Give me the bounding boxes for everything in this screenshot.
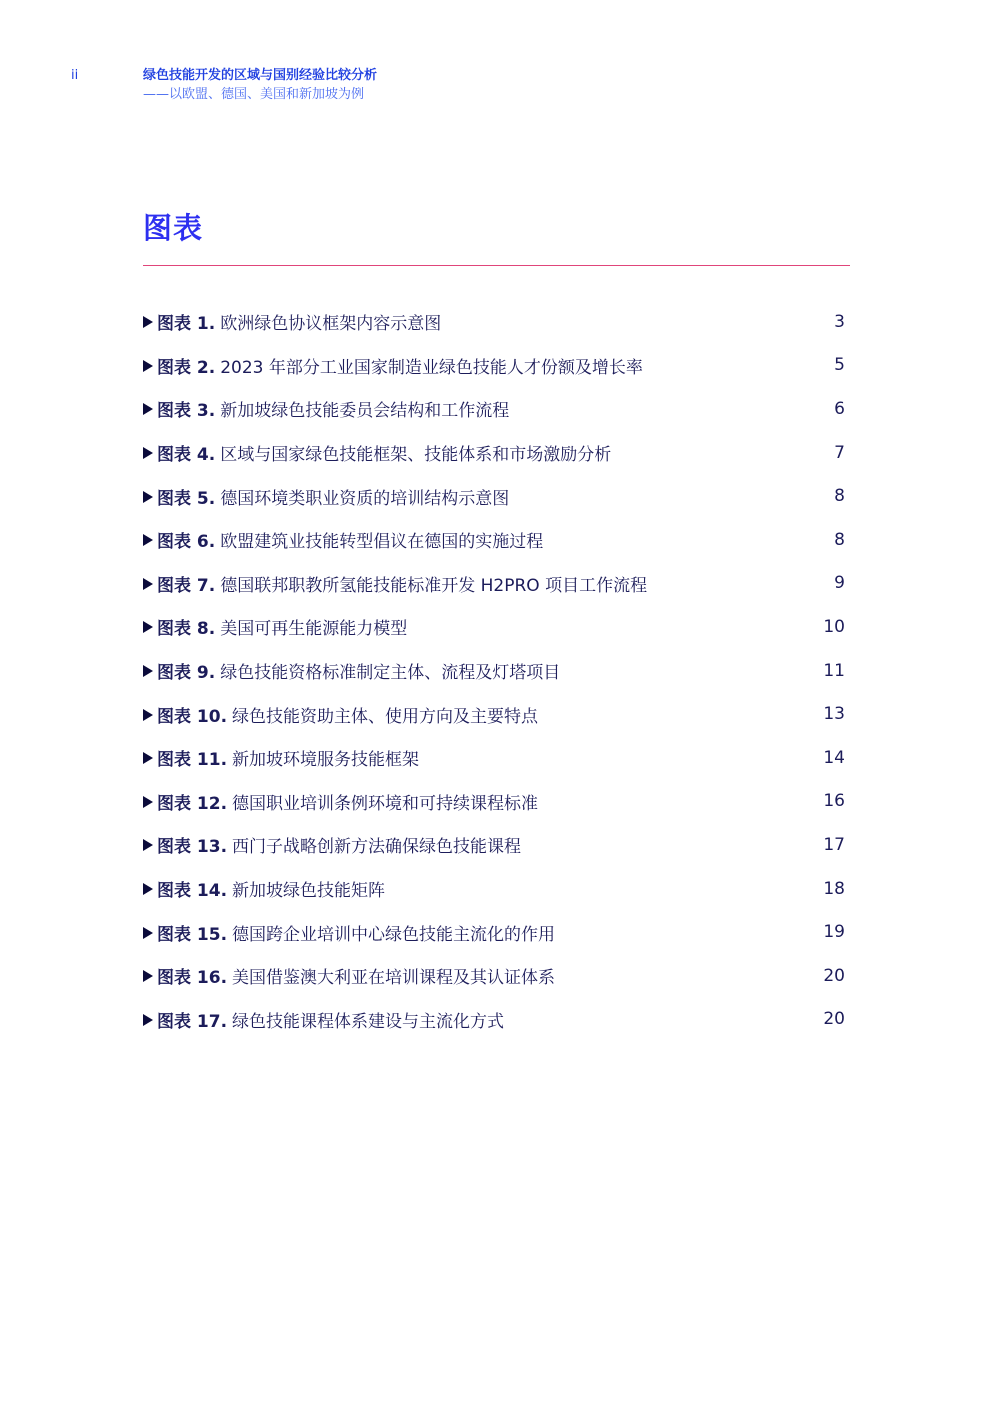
figure-page-number: 19 (823, 922, 845, 943)
figure-label: 图表 3. (157, 401, 216, 422)
figure-entry[interactable] (143, 605, 848, 649)
triangle-right-icon (143, 709, 153, 721)
figure-label: 图表 4. (157, 445, 216, 466)
figure-page-number: 11 (823, 660, 845, 681)
figure-page-number: 9 (834, 573, 845, 594)
figure-list (143, 300, 848, 1041)
figure-entry[interactable] (143, 431, 848, 475)
figure-page-number: 13 (823, 704, 845, 725)
figure-title: 2023 年部分工业国家制造业绿色技能人才份额及增长率 (220, 357, 643, 378)
figure-title: 绿色技能资助主体、使用方向及主要特点 (232, 706, 539, 727)
triangle-right-icon (143, 447, 153, 459)
figure-entry[interactable] (143, 910, 848, 954)
figure-page-number: 14 (823, 747, 845, 768)
figure-label: 图表 7. (157, 575, 216, 596)
figure-title: 德国职业培训条例环境和可持续课程标准 (232, 793, 539, 814)
figure-entry[interactable] (143, 387, 848, 431)
figure-label: 图表 13. (157, 837, 228, 858)
figure-label: 图表 8. (157, 619, 216, 640)
figure-page-number: 7 (834, 442, 845, 463)
figure-page-number: 5 (834, 355, 845, 376)
triangle-right-icon (143, 360, 153, 372)
figure-entry[interactable] (143, 867, 848, 911)
section-divider (143, 265, 850, 266)
triangle-right-icon (143, 970, 153, 982)
figure-label: 图表 1. (157, 314, 216, 335)
figure-label: 图表 10. (157, 706, 228, 727)
triangle-right-icon (143, 578, 153, 590)
figure-title: 德国联邦职教所氢能技能标准开发 H2PRO 项目工作流程 (220, 575, 648, 596)
triangle-right-icon (143, 927, 153, 939)
figure-page-number: 10 (823, 616, 845, 637)
triangle-right-icon (143, 665, 153, 677)
triangle-right-icon (143, 839, 153, 851)
figure-label: 图表 12. (157, 793, 228, 814)
figure-title: 绿色技能资格标准制定主体、流程及灯塔项目 (220, 663, 561, 684)
figure-title: 区域与国家绿色技能框架、技能体系和市场激励分析 (220, 445, 612, 466)
figure-entry[interactable] (143, 692, 848, 736)
figure-page-number: 3 (834, 311, 845, 332)
figure-entry[interactable] (143, 823, 848, 867)
figure-label: 图表 5. (157, 488, 216, 509)
figure-entry[interactable] (143, 954, 848, 998)
triangle-right-icon (143, 491, 153, 503)
running-header-subtitle: ——以欧盟、德国、美国和新加坡为例 (143, 87, 365, 102)
figure-title: 西门子战略创新方法确保绿色技能课程 (232, 837, 522, 858)
figure-label: 图表 11. (157, 750, 228, 771)
figure-label: 图表 16. (157, 968, 228, 989)
figure-entry[interactable] (143, 474, 848, 518)
triangle-right-icon (143, 883, 153, 895)
triangle-right-icon (143, 316, 153, 328)
figure-entry[interactable] (143, 518, 848, 562)
figure-label: 图表 9. (157, 663, 216, 684)
figure-title: 德国环境类职业资质的培训结构示意图 (220, 488, 510, 509)
figure-page-number: 8 (834, 529, 845, 550)
figure-page-number: 20 (823, 965, 845, 986)
figure-title: 新加坡绿色技能矩阵 (232, 881, 386, 902)
figure-entry[interactable] (143, 736, 848, 780)
triangle-right-icon (143, 403, 153, 415)
figure-label: 图表 2. (157, 357, 216, 378)
figure-page-number: 17 (823, 834, 845, 855)
running-header (143, 66, 377, 104)
figure-title: 新加坡绿色技能委员会结构和工作流程 (220, 401, 510, 422)
figure-entry[interactable] (143, 562, 848, 606)
triangle-right-icon (143, 752, 153, 764)
figure-entry[interactable] (143, 780, 848, 824)
figure-label: 图表 6. (157, 532, 216, 553)
figure-page-number: 8 (834, 486, 845, 507)
figure-entry[interactable] (143, 649, 848, 693)
figure-label: 图表 17. (157, 1011, 228, 1032)
figure-entry[interactable] (143, 344, 848, 388)
figure-page-number: 20 (823, 1009, 845, 1030)
triangle-right-icon (143, 534, 153, 546)
figure-title: 美国借鉴澳大利亚在培训课程及其认证体系 (232, 968, 556, 989)
figure-page-number: 16 (823, 791, 845, 812)
figure-page-number: 18 (823, 878, 845, 899)
figure-entry[interactable] (143, 300, 848, 344)
figure-label: 图表 15. (157, 924, 228, 945)
figure-page-number: 6 (834, 398, 845, 419)
triangle-right-icon (143, 621, 153, 633)
figure-title: 美国可再生能源能力模型 (220, 619, 408, 640)
triangle-right-icon (143, 1014, 153, 1026)
figure-title: 新加坡环境服务技能框架 (232, 750, 420, 771)
figure-label: 图表 14. (157, 881, 228, 902)
figure-title: 德国跨企业培训中心绿色技能主流化的作用 (232, 924, 556, 945)
running-header-title: 绿色技能开发的区域与国别经验比较分析 (143, 68, 378, 83)
section-title: 图表 (143, 211, 204, 245)
figure-title: 欧盟建筑业技能转型倡议在德国的实施过程 (220, 532, 544, 553)
triangle-right-icon (143, 796, 153, 808)
figure-title: 绿色技能课程体系建设与主流化方式 (232, 1011, 505, 1032)
figure-title: 欧洲绿色协议框架内容示意图 (220, 314, 442, 335)
page-number: ii (71, 68, 79, 83)
figure-entry[interactable] (143, 998, 848, 1042)
